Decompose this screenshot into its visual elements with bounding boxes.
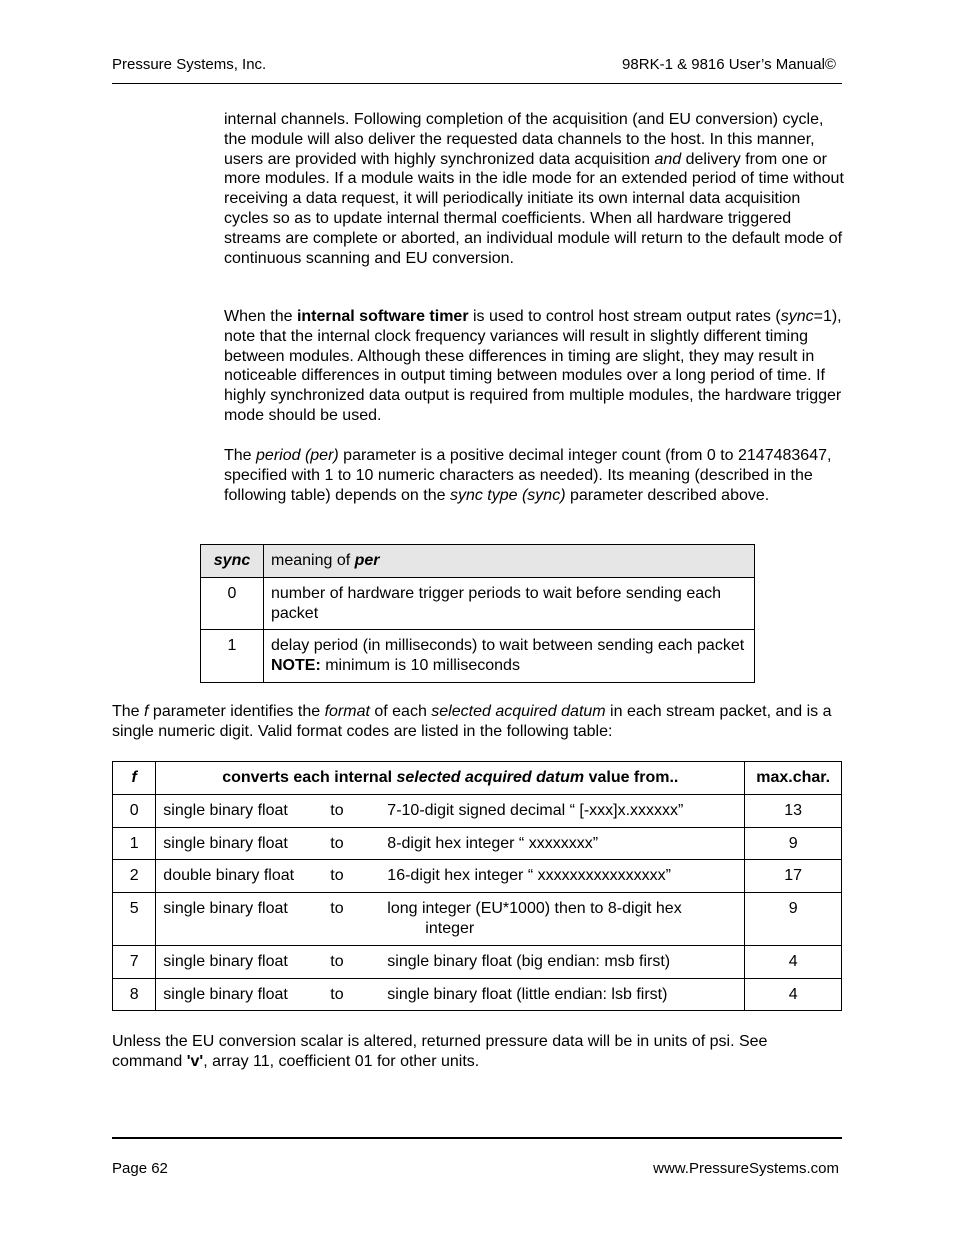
converts-header-cell: converts each internal selected acquired datum value from.. [156,762,745,795]
paragraph-software-timer: When the internal software timer is used to control host stream output rates (sync=1), note that the internal clock frequency variances will result in slightly different timing between modules. Although these differences in timing are slight, they may result in noticeable differences in output timing between modules over a long period of time. If highly synchronized data output is required from multiple modules, the hardware trigger mode should be used. [224,308,842,424]
paragraph-eu-units: Unless the EU conversion scalar is altered, returned pressure data will be in units of psi. See command 'v', array 11, coefficient 01 for other units. [112,1033,768,1070]
f-code-cell: 5 [113,893,156,946]
f-code-cell: 1 [113,827,156,860]
conversion-cell: single binary float to 8-digit hex integer “ xxxxxxxx” [156,827,745,860]
table-row [113,893,842,946]
table-row [113,860,842,893]
f-code-cell: 2 [113,860,156,893]
table-header-row [113,762,842,795]
header-company: Pressure Systems, Inc. [112,56,267,73]
conversion-cell: double binary float to 16-digit hex integer “ xxxxxxxxxxxxxxxx” [156,860,745,893]
conversion-cell: single binary float to single binary float (big endian: msb first) [156,945,745,978]
table-row [113,794,842,827]
max-char-cell: 4 [745,945,842,978]
table-row [201,630,755,683]
table-header-row [201,545,755,578]
sync-value-cell: 0 [201,577,264,630]
footer-page-number: Page 62 [112,1160,168,1177]
sync-meaning-table [200,544,755,683]
max-char-cell: 13 [745,794,842,827]
header-manual-title: 98RK-1 & 9816 User’s Manual© [622,56,836,73]
paragraph-format-param: The f parameter identifies the format of each selected acquired datum in each stream packet, and is a single numeric digit. Valid format codes are listed in the following table: [112,703,832,740]
f-header-cell: f [113,762,156,795]
sync-header-cell: sync [201,545,264,578]
max-char-cell: 9 [745,827,842,860]
max-char-cell: 9 [745,893,842,946]
f-code-cell: 0 [113,794,156,827]
conversion-cell: single binary float to 7-10-digit signed decimal “ [-xxx]x.xxxxxx” [156,794,745,827]
f-code-cell: 8 [113,978,156,1011]
table-row [113,945,842,978]
max-char-cell: 17 [745,860,842,893]
meaning-header-cell: meaning of per [264,545,755,578]
max-char-header-cell: max.char. [745,762,842,795]
conversion-cell: single binary float to single binary float (little endian: lsb first) [156,978,745,1011]
footer-website: www.PressureSystems.com [653,1160,839,1177]
f-code-cell: 7 [113,945,156,978]
sync-value-cell: 1 [201,630,264,683]
format-codes-table [112,761,842,1011]
header-divider [112,83,842,84]
table-row [201,577,755,630]
table-row [113,978,842,1011]
meaning-cell: number of hardware trigger periods to wait before sending each packet [264,577,755,630]
paragraph-period: The period (per) parameter is a positive decimal integer count (from 0 to 2147483647, specified with 1 to 10 numeric characters as needed). Its meaning (described in the following table) depends on the sync type (sync) parameter described above. [224,447,832,504]
paragraph-acquisition: internal channels. Following completion of the acquisition (and EU conversion) cycle, the module will also deliver the requested data channels to the host. In this manner, users are provided with highly synchronized data acquisition and delivery from one or more modules. If a module waits in the idle mode for an extended period of time without receiving a data request, it will periodically initiate its own internal data acquisition cycles so as to update internal thermal coefficients. When all hardware triggered streams are complete or aborted, an individual module will return to the default mode of continuous scanning and EU conversion. [224,111,844,267]
max-char-cell: 4 [745,978,842,1011]
footer-divider [112,1137,842,1139]
conversion-cell: single binary float to long integer (EU*1000) then to 8-digit hex integer [156,893,745,946]
meaning-cell: delay period (in milliseconds) to wait between sending each packet NOTE: minimum is 10 milliseconds [264,630,755,683]
table-row [113,827,842,860]
